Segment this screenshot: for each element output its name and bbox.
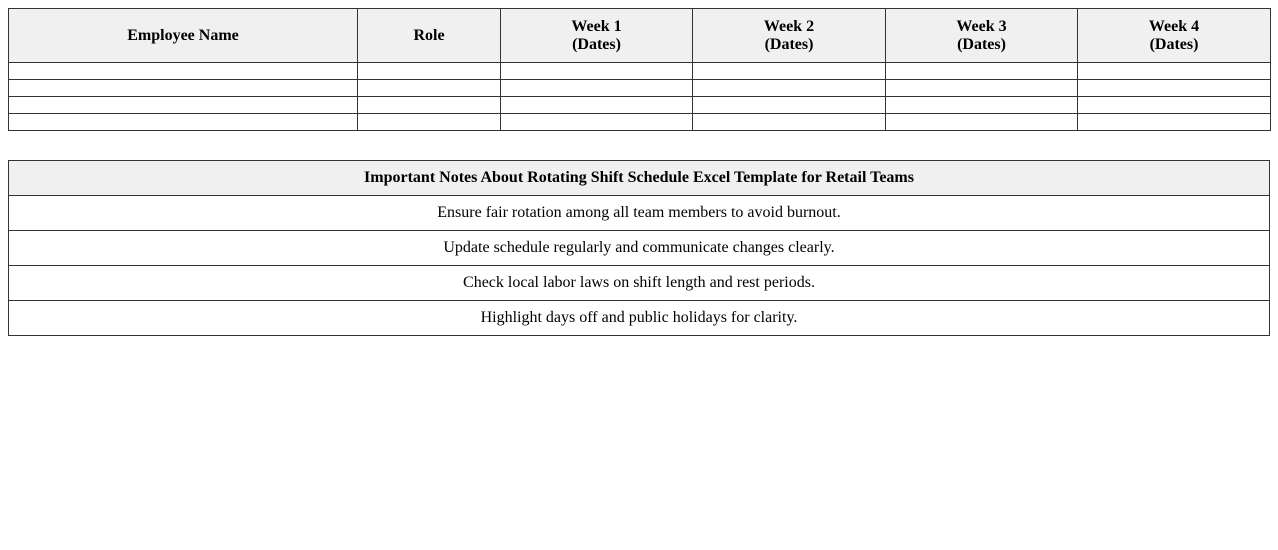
cell-week-4[interactable] [1078,114,1271,131]
header-week-1: Week 1 (Dates) [501,9,693,63]
header-employee-name: Employee Name [9,9,358,63]
cell-week-4[interactable] [1078,63,1271,80]
cell-week-2[interactable] [693,80,886,97]
cell-employee-name[interactable] [9,114,358,131]
cell-week-3[interactable] [886,97,1078,114]
note-item: Check local labor laws on shift length and rest periods. [9,266,1270,301]
cell-week-4[interactable] [1078,97,1271,114]
note-item: Ensure fair rotation among all team members to avoid burnout. [9,196,1270,231]
cell-role[interactable] [358,80,501,97]
note-item: Highlight days off and public holidays for clarity. [9,301,1270,336]
cell-role[interactable] [358,114,501,131]
cell-employee-name[interactable] [9,97,358,114]
cell-week-1[interactable] [501,114,693,131]
cell-week-3[interactable] [886,63,1078,80]
cell-week-4[interactable] [1078,80,1271,97]
cell-employee-name[interactable] [9,80,358,97]
table-row [9,114,1271,131]
header-week-4: Week 4 (Dates) [1078,9,1271,63]
cell-week-3[interactable] [886,114,1078,131]
table-row [9,63,1271,80]
cell-role[interactable] [358,63,501,80]
schedule-header-row [9,9,1271,63]
cell-employee-name[interactable] [9,63,358,80]
notes-table [8,160,1270,336]
cell-week-1[interactable] [501,97,693,114]
schedule-table [8,8,1271,131]
header-role: Role [358,9,501,63]
cell-week-2[interactable] [693,114,886,131]
header-week-3: Week 3 (Dates) [886,9,1078,63]
note-item: Update schedule regularly and communicate changes clearly. [9,231,1270,266]
cell-week-3[interactable] [886,80,1078,97]
cell-week-2[interactable] [693,63,886,80]
header-week-2: Week 2 (Dates) [693,9,886,63]
table-row [9,97,1271,114]
cell-week-1[interactable] [501,80,693,97]
notes-title: Important Notes About Rotating Shift Schedule Excel Template for Retail Teams [9,161,1270,196]
table-row [9,80,1271,97]
cell-role[interactable] [358,97,501,114]
cell-week-1[interactable] [501,63,693,80]
cell-week-2[interactable] [693,97,886,114]
